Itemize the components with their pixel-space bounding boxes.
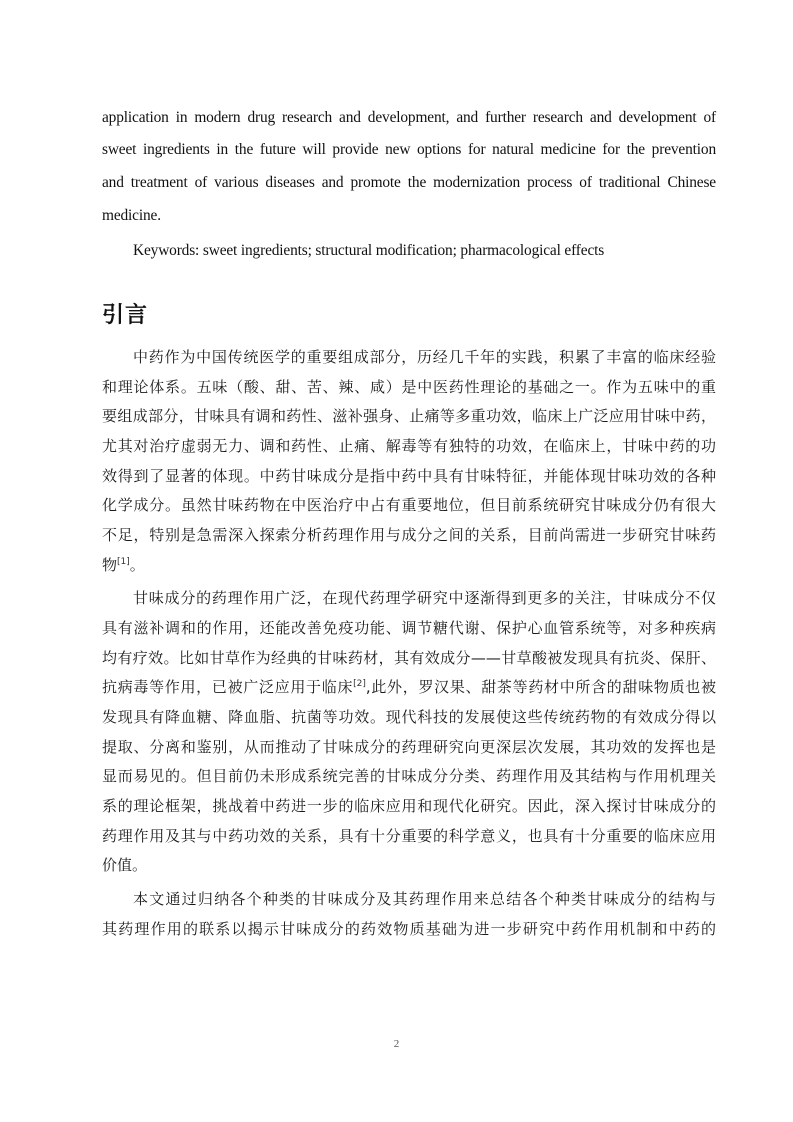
line-text: ,此外，罗汉果、甜茶等药材中所含的甜味物质也被 [365,678,716,696]
paragraph-line: 其药理作用的联系以揭示甘味成分的药效物质基础为进一步研究中药作用机制和中药的 [102,920,716,938]
paragraph-line: 发现具有降血糖、降血脂、抗菌等功效。现代科技的发展使这些传统药物的有效成分得以 [102,708,716,726]
paragraph-line [102,677,716,697]
paragraph-line: 系的理论框架，挑战着中药进一步的临床应用和现代化研究。因此，深入探讨甘味成分的 [102,797,716,815]
paragraph-line: 尤其对治疗虚弱无力、调和药性、止痛、解毒等有独特的功效，在临床上，甘味中药的功 [102,437,716,455]
paragraph-line: 药理作用及其与中药功效的关系，具有十分重要的科学意义，也具有十分重要的临床应用 [102,827,716,845]
paragraph-line: 中药作为中国传统医学的重要组成部分，历经几千年的实践，积累了丰富的临床经验 [133,348,716,366]
abstract-line: and treatment of various diseases and promote the modernization process of traditional Chinese [102,174,716,191]
section-heading: 引言 [102,303,149,328]
abstract-line: medicine. [102,207,161,224]
page-number: 2 [393,1038,400,1050]
paragraph-line: 本文通过归纳各个种类的甘味成分及其药理作用来总结各个种类甘味成分的结构与 [133,890,716,908]
keywords-line: Keywords: sweet ingredients; structural modification; pharmacological effects [133,242,605,259]
paragraph-line: 不足，特别是急需深入探索分析药理作用与成分之间的关系，目前尚需进一步研究甘味药 [102,526,716,544]
paragraph-line: 效得到了显著的体现。中药甘味成分是指中药中具有甘味特征，并能体现甘味功效的各种 [102,467,716,485]
paragraph-line: 化学成分。虽然甘味药物在中医治疗中占有重要地位，但目前系统研究甘味成分仍有很大 [102,496,716,514]
citation-ref-1[interactable]: [1] [117,557,130,567]
abstract-line: application in modern drug research and development, and further research and development of [102,109,716,126]
paragraph-line: 要组成部分，甘味具有调和药性、滋补强身、止痛等多重功效，临床上广泛应用甘味中药， [102,407,716,425]
paragraph-line: 提取、分离和鉴别，从而推动了甘味成分的药理研究向更深层次发展，其功效的发挥也是 [102,738,716,756]
citation-ref-2[interactable]: [2] [353,679,366,689]
paragraph-line [102,555,716,575]
paragraph-line: 显而易见的。但目前仍未形成系统完善的甘味成分分类、药理作用及其结构与作用机理关 [102,767,716,785]
paragraph-line: 和理论体系。五味（酸、甜、苦、辣、咸）是中医药性理论的基础之一。作为五味中的重 [102,378,716,396]
line-text: 物 [102,556,118,574]
paragraph-line: 价值。 [102,856,148,874]
line-text: 。 [129,556,145,574]
paragraph-line: 甘味成分的药理作用广泛，在现代药理学研究中逐渐得到更多的关注，甘味成分不仅 [133,589,716,607]
line-text: 抗病毒等作用，已被广泛应用于临床 [102,678,354,696]
paragraph-line: 具有滋补调和的作用，还能改善免疫功能、调节糖代谢、保护心血管系统等，对多种疾病 [102,619,716,637]
abstract-line: sweet ingredients in the future will provide new options for natural medicine for the prevention [102,141,716,158]
paragraph-line: 均有疗效。比如甘草作为经典的甘味药材，其有效成分——甘草酸被发现具有抗炎、保肝、 [102,649,716,667]
